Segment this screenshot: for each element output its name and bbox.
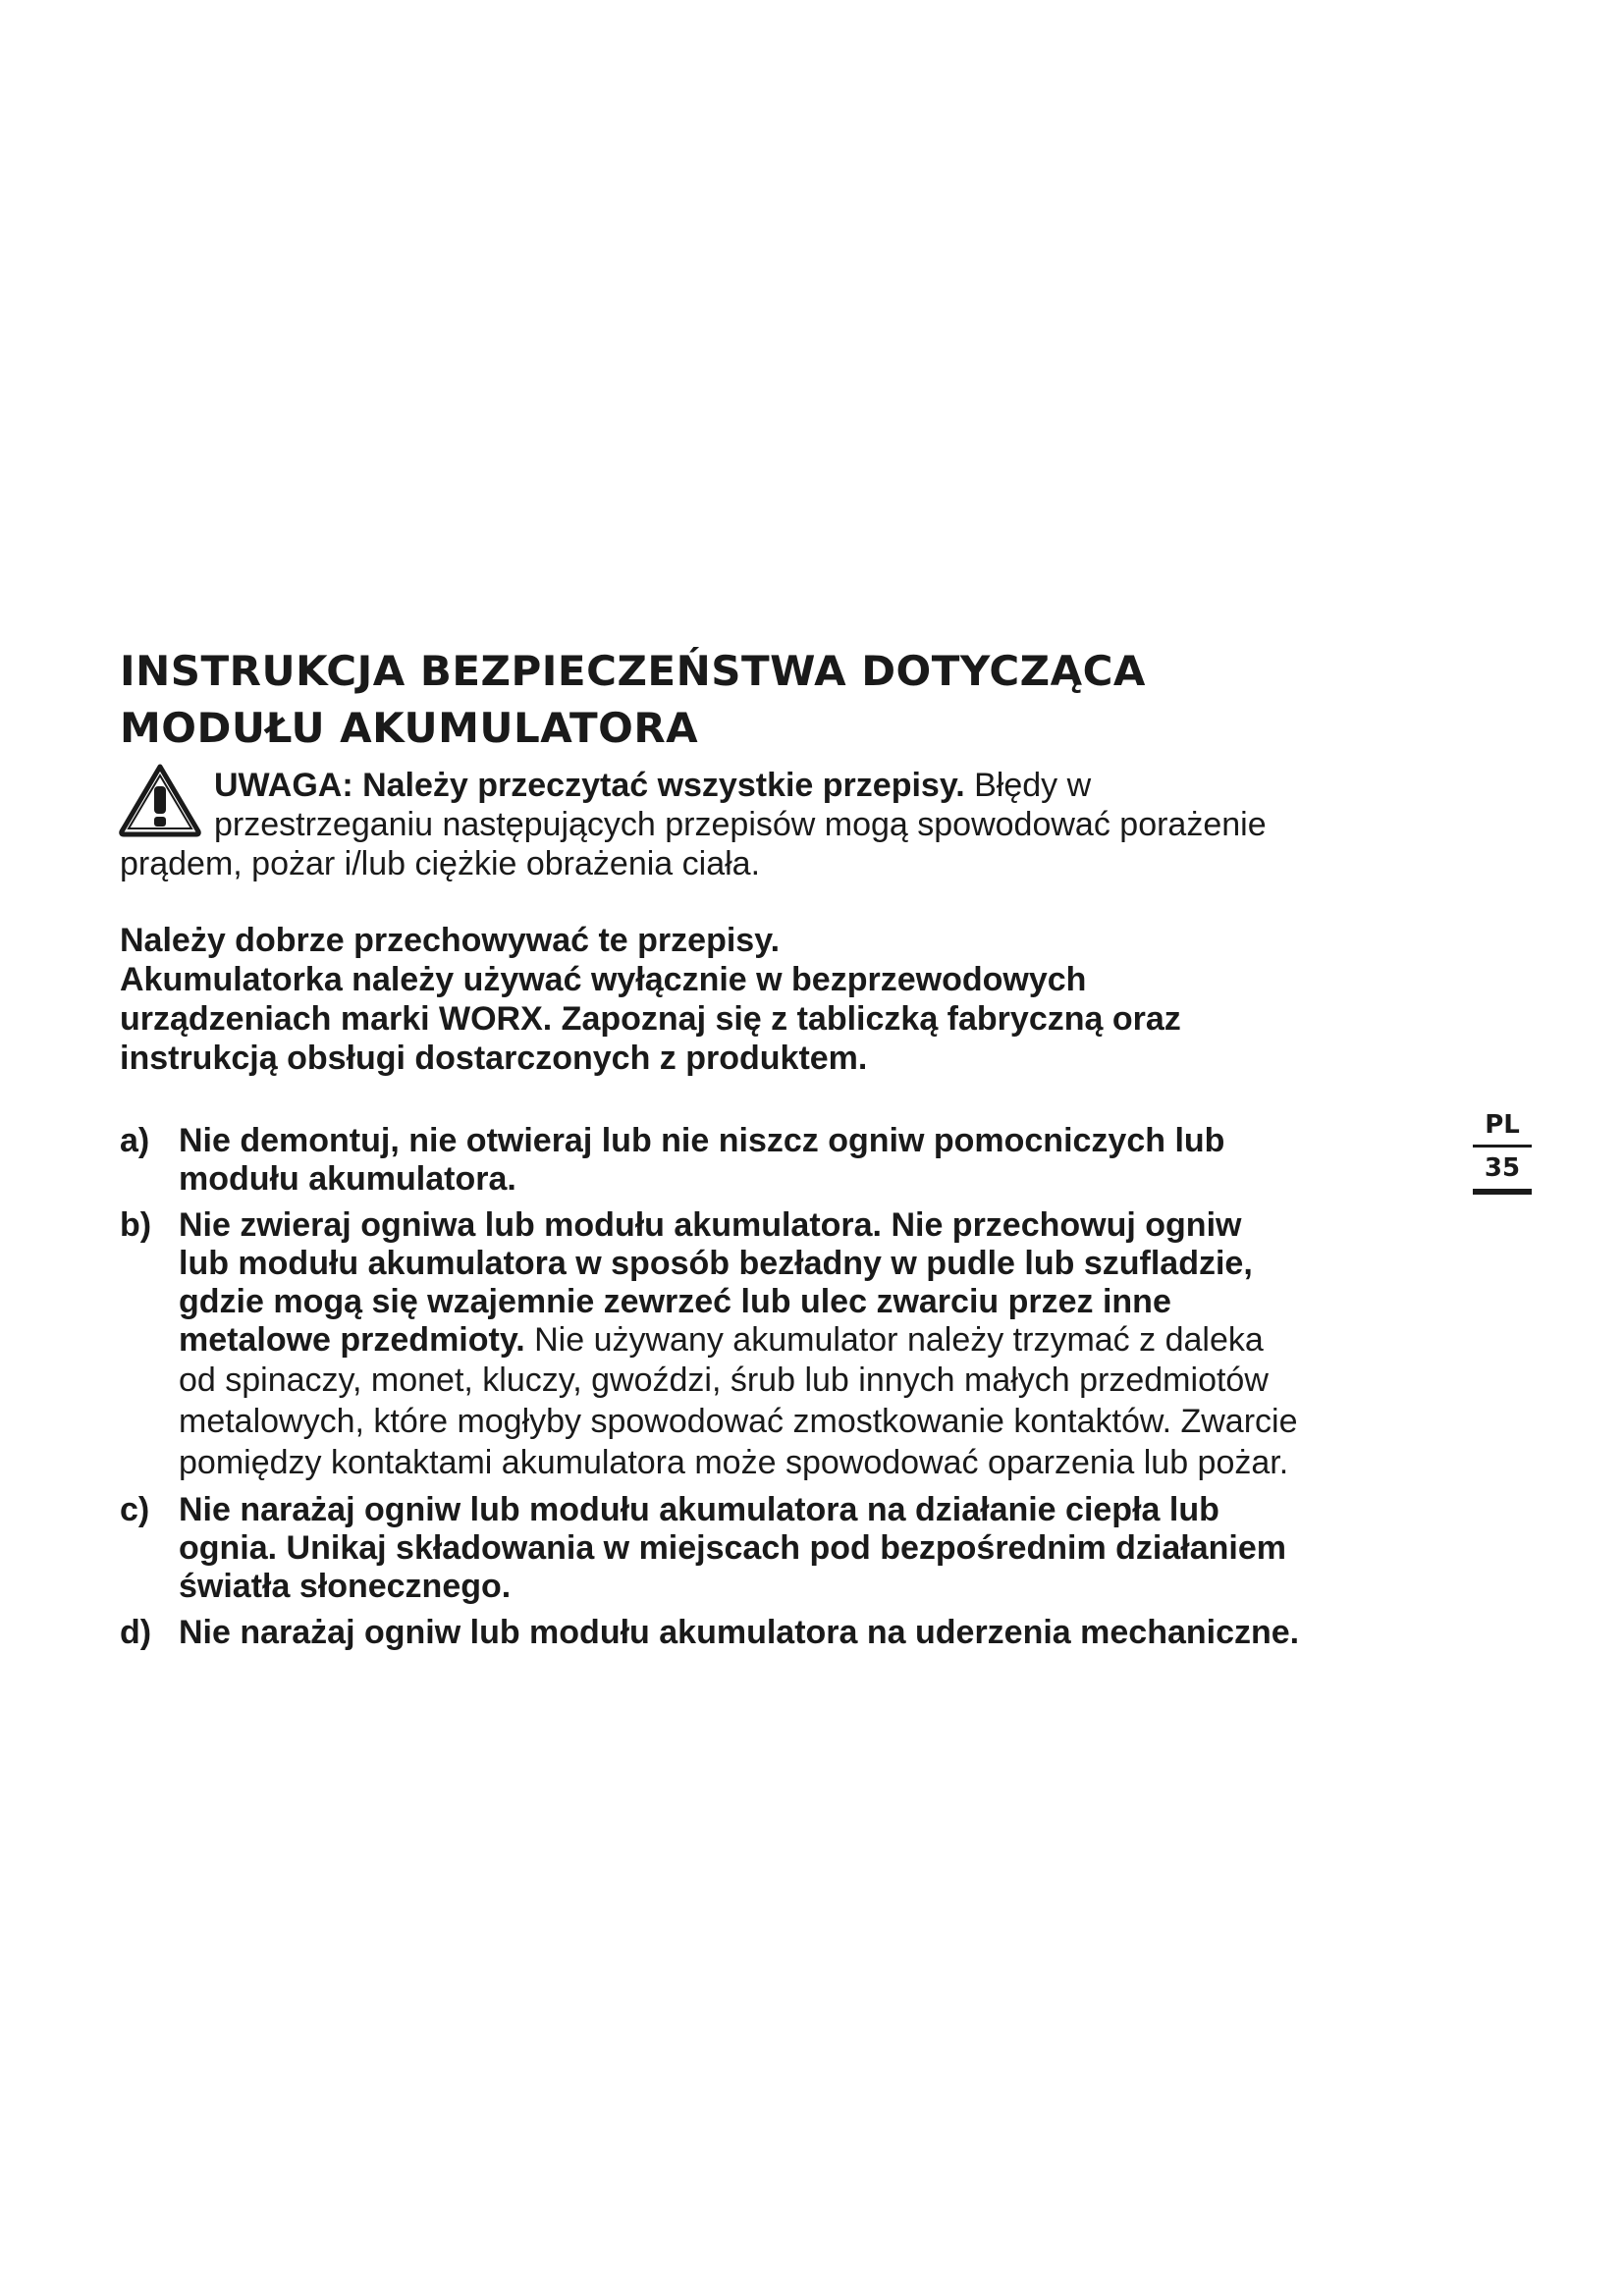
intro-line: urządzeniach marki WORX. Zapoznaj się z tabliczką fabryczną oraz — [120, 1000, 1181, 1038]
rule-text-line — [179, 1321, 1494, 1360]
list-item — [120, 1122, 1494, 1199]
warning-text: Błędy w — [964, 767, 1092, 804]
warning-line: prądem, pożar i/lub ciężkie obrażenia ciała. — [120, 845, 761, 882]
rule-text-line: lub modułu akumulatora w sposób bezładny w pudle lub szufladzie, — [179, 1245, 1253, 1282]
list-marker: a) — [120, 1122, 150, 1159]
warning-notice — [120, 766, 1455, 883]
divider — [1473, 1189, 1532, 1195]
rule-text-line: od spinaczy, monet, kluczy, gwoździ, śrub lub innych małych przedmiotów — [179, 1362, 1269, 1399]
list-item — [120, 1491, 1494, 1606]
intro-line: Należy dobrze przechowywać te przepisy. — [120, 922, 781, 959]
list-item — [120, 1614, 1494, 1652]
rule-text-line: Nie narażaj ogniw lub modułu akumulatora na uderzenia mechaniczne. — [179, 1614, 1300, 1651]
rule-text-line: Nie zwieraj ogniwa lub modułu akumulatora. Nie przechowuj ogniw — [179, 1206, 1242, 1244]
page-title-line: MODUŁU AKUMULATORA — [120, 704, 699, 752]
rule-text-line: światła słonecznego. — [179, 1568, 512, 1605]
rule-text-line: Nie demontuj, nie otwieraj lub nie niszcz ogniw pomocniczych lub — [179, 1122, 1225, 1159]
list-item — [120, 1206, 1494, 1483]
rule-text-plain: Nie używany akumulator należy trzymać z daleka — [524, 1321, 1264, 1359]
rule-text-line: ognia. Unikaj składowania w miejscach pod bezpośrednim działaniem — [179, 1529, 1286, 1567]
rule-text-line: metalowych, które mogłyby spowodować zmostkowanie kontaktów. Zwarcie — [179, 1403, 1298, 1440]
list-marker: d) — [120, 1614, 152, 1651]
rule-text-line: modułu akumulatora. — [179, 1160, 516, 1198]
page-number: 35 — [1484, 1153, 1521, 1183]
rule-text-bold: metalowe przedmioty. — [179, 1321, 525, 1359]
safety-rules-list — [120, 1122, 1494, 1660]
language-code: PL — [1485, 1110, 1520, 1140]
divider — [1473, 1145, 1532, 1148]
page-title-line: INSTRUKCJA BEZPIECZEŃSTWA DOTYCZĄCA — [120, 647, 1146, 695]
page-title — [120, 643, 1494, 757]
rule-text-line: pomiędzy kontaktami akumulatora może spowodować oparzenia lub pożar. — [179, 1444, 1289, 1481]
intro-line: instrukcją obsługi dostarczonych z produktem. — [120, 1040, 868, 1077]
rule-text-line: gdzie mogą się wzajemnie zewrzeć lub ulec zwarciu przez inne — [179, 1283, 1171, 1320]
warning-label: UWAGA: Należy przeczytać wszystkie przepisy. — [214, 767, 965, 804]
warning-line — [120, 766, 1455, 805]
intro-line: Akumulatorka należy używać wyłącznie w bezprzewodowych — [120, 961, 1087, 998]
list-marker: b) — [120, 1206, 152, 1244]
rule-text-line: Nie narażaj ogniw lub modułu akumulatora na działanie ciepła lub — [179, 1491, 1219, 1528]
list-marker: c) — [120, 1491, 150, 1528]
page-tab — [1473, 1109, 1532, 1195]
intro-paragraph — [120, 921, 1416, 1078]
warning-line: przestrzeganiu następujących przepisów mogą spowodować porażenie — [214, 806, 1267, 843]
